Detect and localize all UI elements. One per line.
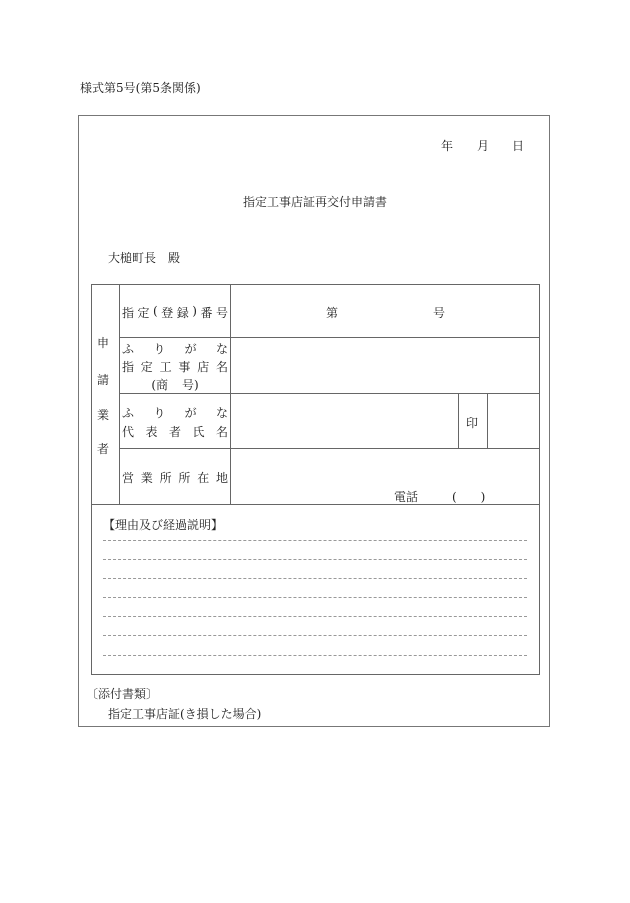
label-char: 指 (122, 306, 135, 320)
attachment-item: 指定工事店証(き損した場合) (108, 707, 262, 721)
registration-number-suffix: 号 (433, 306, 446, 320)
table-divider (119, 337, 539, 338)
reason-heading: 【理由及び経過説明】 (103, 518, 224, 532)
attachments-heading: 〔添付書類〕 (86, 687, 159, 701)
label-char: 代 (122, 425, 135, 439)
registration-number-field[interactable] (345, 290, 425, 330)
label-char: が (184, 406, 197, 420)
form-number-label: 様式第5号(第5条関係) (80, 81, 201, 95)
phone-label: 電話 (394, 490, 419, 504)
registration-number-label (122, 304, 228, 321)
table-divider (119, 284, 120, 504)
label-char: 登 (161, 306, 174, 320)
reason-line[interactable] (103, 635, 527, 636)
table-divider (119, 393, 539, 394)
document-title: 指定工事店証再交付申請書 (242, 195, 387, 209)
office-address-field[interactable] (232, 450, 538, 485)
reason-line[interactable] (103, 597, 527, 598)
table-divider (487, 393, 488, 448)
label-char: 業 (140, 471, 153, 485)
label-char: 指 (122, 360, 135, 374)
label-char: り (153, 342, 166, 356)
table-divider (230, 284, 231, 504)
label-char: (商 (151, 378, 168, 392)
label-char: 事 (178, 360, 191, 374)
applicant-side-label-char: 業 (96, 408, 109, 422)
seal-label: 印 (466, 416, 479, 430)
phone-field[interactable]: ( ) (452, 490, 486, 504)
reason-line[interactable] (103, 655, 527, 656)
representative-name-label (122, 423, 228, 440)
registration-number-prefix: 第 (326, 306, 339, 320)
label-char: 定 (137, 306, 150, 320)
label-char: 号 (215, 306, 228, 320)
label-char: 所 (178, 471, 191, 485)
date-day-label: 日 (512, 139, 525, 153)
contractor-name-label (122, 358, 228, 375)
label-char: 表 (145, 425, 158, 439)
label-char: ( (153, 304, 158, 318)
label-char: 地 (215, 471, 228, 485)
label-char: 名 (215, 360, 228, 374)
table-divider (458, 393, 459, 448)
label-char: 名 (215, 425, 228, 439)
reason-line[interactable] (103, 559, 527, 560)
label-char: り (153, 406, 166, 420)
label-char: ふ (122, 342, 135, 356)
label-char: 店 (197, 360, 210, 374)
label-char: 営 (122, 471, 135, 485)
reason-line[interactable] (103, 616, 527, 617)
label-char: 者 (168, 425, 181, 439)
reason-line[interactable] (103, 540, 527, 541)
trade-name-label (122, 376, 228, 393)
label-char: 番 (200, 306, 213, 320)
label-char: ふ (122, 406, 135, 420)
label-char: な (215, 342, 228, 356)
furigana-label (122, 404, 228, 421)
label-char: 号) (182, 378, 199, 392)
table-divider (119, 448, 539, 449)
label-char: 氏 (192, 425, 205, 439)
date-year-label: 年 (441, 139, 454, 153)
label-char: 定 (140, 360, 153, 374)
furigana-label (122, 340, 228, 357)
label-char: 工 (159, 360, 172, 374)
addressee: 大槌町長 殿 (108, 251, 181, 265)
applicant-side-label-char: 申 (96, 336, 109, 350)
label-char: が (184, 342, 197, 356)
applicant-side-label-char: 請 (96, 373, 109, 387)
label-char: な (215, 406, 228, 420)
label-char: ) (192, 304, 197, 318)
label-char: 録 (176, 306, 189, 320)
reason-line[interactable] (103, 578, 527, 579)
applicant-side-label-char: 者 (96, 442, 109, 456)
label-char: 所 (159, 471, 172, 485)
representative-name-field[interactable] (232, 395, 457, 447)
contractor-name-field[interactable] (232, 339, 538, 392)
date-month-label: 月 (477, 139, 490, 153)
seal-field[interactable] (489, 395, 538, 447)
label-char: 在 (197, 471, 210, 485)
office-address-label (122, 469, 228, 486)
